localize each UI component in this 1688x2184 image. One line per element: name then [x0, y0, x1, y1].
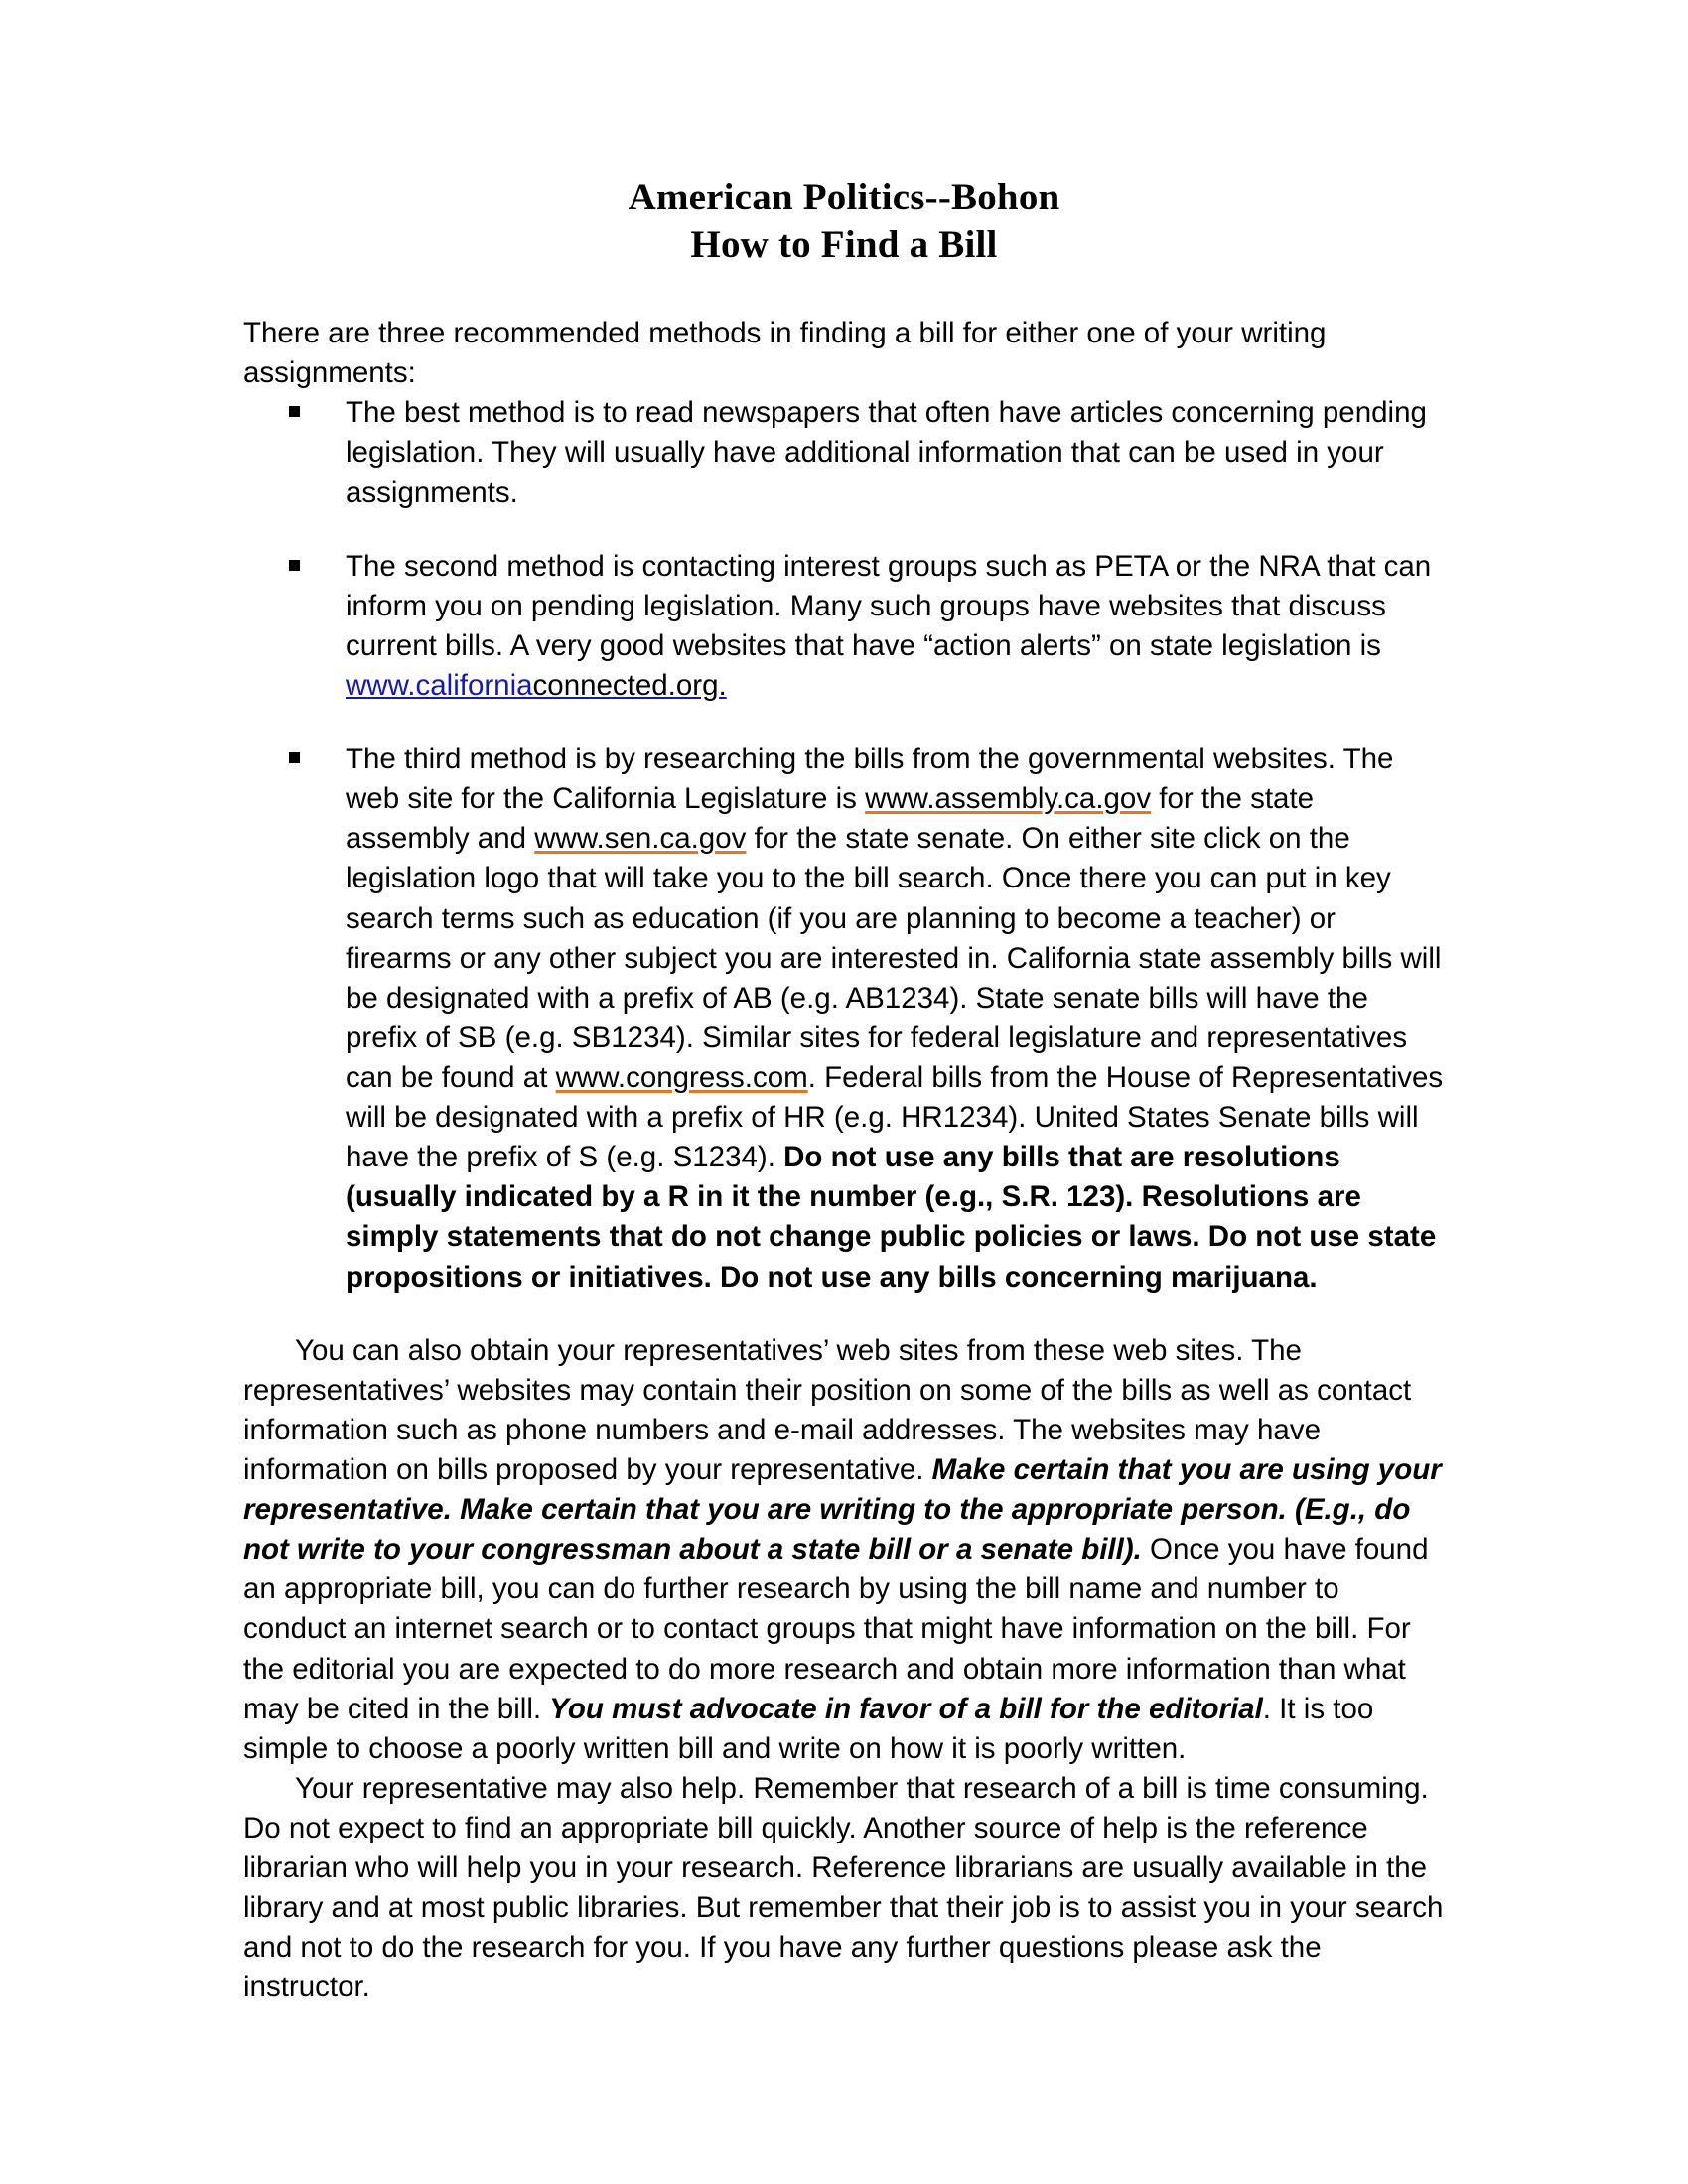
- third-method-seg-3: for the state senate. On either site click on the legislation logo that will take you to the bill search. Once there you can put in key search terms such as education (if you are planning to become a teacher) or firearms or any other subject you are interested in. California state assembly bills will be designated with a prefix of AB (e.g. AB1234). State senate bills will have the prefix of SB (e.g. SB1234). Similar sites for federal legislature and representatives can be found at: [346, 822, 1442, 1095]
- list-item-second-method: [243, 547, 1445, 706]
- first-method-text: The best method is to read newspapers that often have articles concerning pending legislation. They will usually have additional information that can be used in your assignments.: [346, 396, 1427, 509]
- title-line-1: American Politics--Bohon: [628, 176, 1060, 218]
- methods-list: [243, 393, 1445, 1297]
- intro-paragraph: There are three recommended methods in finding a bill for either one of your writing assignments:: [243, 317, 1327, 390]
- document-content: [243, 314, 1445, 2007]
- square-bullet-icon: [289, 406, 300, 417]
- closing-paragraph-2: Your representative may also help. Remember that research of a bill is time consuming. Do not expect to find an appropriate bill quickly. Another source of help is the reference librarian who will help you in your research. Reference librarians are usually available in the library and at most public libraries. But remember that their job is to assist you in your search and not to do the research for you. If you have any further questions please ask the instructor.: [243, 1771, 1444, 2004]
- third-method-seg-2: for the state assembly and: [346, 782, 1315, 856]
- third-method-seg-4: . Federal bills from the House of Representatives will be designated with a prefix of HR (e.g. HR1234). United States Senate bills will have the prefix of S (e.g. S1234).: [346, 1061, 1444, 1174]
- link-californiaconnected-tail: connected.org.: [532, 669, 727, 703]
- link-californiaconnected-head: www.california: [346, 669, 533, 703]
- closing-section: [243, 1331, 1445, 2008]
- square-bullet-icon: [289, 752, 300, 763]
- closing-p1-emphasis-2: You must advocate in favor of a bill for the editorial: [549, 1692, 1263, 1725]
- document-body: [243, 174, 1445, 2008]
- page-title: [243, 174, 1445, 268]
- list-item-first-method: [243, 393, 1445, 512]
- link-assembly-ca-gov[interactable]: www.assembly.ca.gov: [865, 782, 1152, 816]
- closing-paragraph-1: [243, 1331, 1445, 1769]
- link-sen-ca-gov[interactable]: www.sen.ca.gov: [534, 822, 747, 856]
- list-item-third-method: [243, 740, 1445, 1297]
- title-line-2: How to Find a Bill: [690, 222, 998, 266]
- third-method-seg-1: The third method is by researching the bills from the governmental websites. The web site for the California Legislature is: [346, 743, 1394, 816]
- closing-p1-seg-2: Once you have found an appropriate bill, you can do further research by using the bill name and number to conduct an internet search or to contact groups that might have information on the bill. For the editorial you are expected to do more research and obtain more information than what may be cited in the bill.: [243, 1533, 1429, 1725]
- closing-p1-seg-3: . It is too simple to choose a poorly written bill and write on how it is poorly written.: [243, 1692, 1374, 1765]
- third-method-bold-warning: Do not use any bills that are resolutions (usually indicated by a R in it the number (e.g., S.R. 123). Resolutions are simply statements that do not change public policies or laws. Do not use state propositions or initiatives. Do not use any bills concerning marijuana.: [346, 1141, 1437, 1294]
- link-congress-com[interactable]: www.congress.com: [555, 1061, 808, 1095]
- closing-p1-seg-1: You can also obtain your representatives’ web sites from these web sites. The representatives’ websites may contain their position on some of the bills as well as contact information such as phone numbers and e-mail addresses. The websites may have information on bills proposed by your representative.: [243, 1333, 1412, 1486]
- second-method-text-before-link: The second method is contacting interest groups such as PETA or the NRA that can inform you on pending legislation. Many such groups have websites that discuss current bills. A very good websites that have “action alerts” on state legislation is: [346, 549, 1432, 662]
- square-bullet-icon: [289, 560, 300, 571]
- link-californiaconnected[interactable]: [346, 669, 727, 702]
- closing-p1-emphasis-1: Make certain that you are using your representative. Make certain that you are writing to the appropriate person. (E.g., do not write to your congressman about a state bill or a senate bill).: [243, 1453, 1442, 1567]
